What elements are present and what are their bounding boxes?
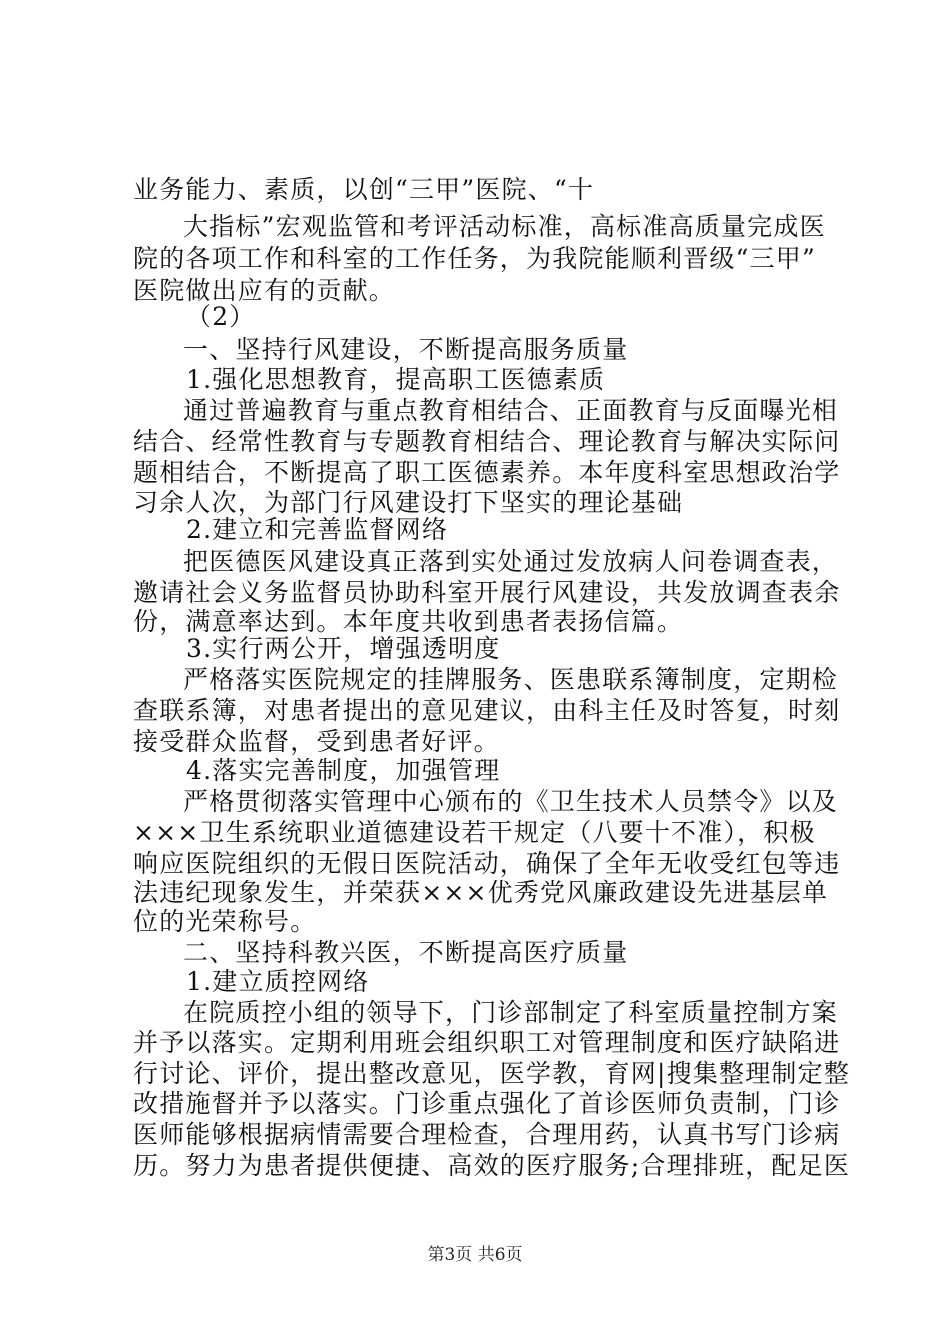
body-line: 位的光荣称号。 [133,907,317,936]
section-number: （2） [186,302,256,331]
body-line: 结合、经常性教育与专题教育相结合、理论教育与解决实际问 [133,427,841,456]
body-line: 通过普遍教育与重点教育相结合、正面教育与反面曝光相 [183,396,839,425]
body-line: 法违纪现象发生，并荣获×××优秀党风廉政建设先进基层单 [133,878,829,907]
body-line: 接受群众监督，受到患者好评。 [133,727,500,756]
body-line: 严格贯彻落实管理中心颁布的《卫生技术人员禁令》以及 [183,787,839,816]
subsection-heading: 2.建立和完善监督网络 [186,515,449,544]
body-line: 院的各项工作和科室的工作任务，为我院能顺利晋级“三甲” [133,244,816,273]
body-line: 查联系簿，对患者提出的意见建议，由科主任及时答复，时刻 [133,696,841,725]
body-line: 行讨论、评价，提出整改意见，医学教，育网|搜集整理制定整 [133,1059,851,1088]
section-heading: 二、坚持科教兴医，不断提高医疗质量 [183,938,629,967]
subsection-heading: 3.实行两公开，增强透明度 [186,634,501,663]
subsection-heading: 1.建立质控网络 [186,967,370,996]
body-line: 改措施督并予以落实。门诊重点强化了首诊医师负责制，门诊 [133,1089,841,1118]
body-line: 业务能力、素质，以创“三甲”医院、“十 [133,175,595,204]
section-heading: 一、坚持行风建设，不断提高服务质量 [183,335,629,364]
body-line: 在院质控小组的领导下，门诊部制定了科室质量控制方案 [183,998,839,1027]
body-line: 医院做出应有的贡献。 [133,276,396,305]
page-footer: 第3页 共6页 [427,1245,523,1265]
body-line: 响应医院组织的无假日医院活动，确保了全年无收受红包等违 [133,849,841,878]
body-line: 并予以落实。定期利用班会组织职工对管理制度和医疗缺陷进 [133,1028,841,1057]
body-line: 医师能够根据病情需要合理检查，合理用药，认真书写门诊病 [133,1120,841,1149]
body-line: 严格落实医院规定的挂牌服务、医患联系簿制度，定期检 [183,665,839,694]
body-line: 题相结合，不断提高了职工医德素养。本年度科室思想政治学 [133,458,841,487]
body-line: ×××卫生系统职业道德建设若干规定（八要十不准），积极 [133,818,816,847]
body-line: 把医德医风建设真正落到实处通过发放病人问卷调查表， [183,547,839,576]
body-line: 历。努力为患者提供便捷、高效的医疗服务;合理排班，配足医 [133,1151,851,1180]
subsection-heading: 1.强化思想教育，提高职工医德素质 [186,365,606,394]
subsection-heading: 4.落实完善制度，加强管理 [186,756,501,785]
body-line: 邀请社会义务监督员协助科室开展行风建设，共发放调查表余 [133,578,841,607]
body-line: 大指标”宏观监管和考评活动标准，高标准高质量完成医 [183,212,826,241]
body-line: 习余人次，为部门行风建设打下坚实的理论基础 [133,488,684,517]
body-line: 份，满意率达到。本年度共收到患者表扬信篇。 [133,607,684,636]
